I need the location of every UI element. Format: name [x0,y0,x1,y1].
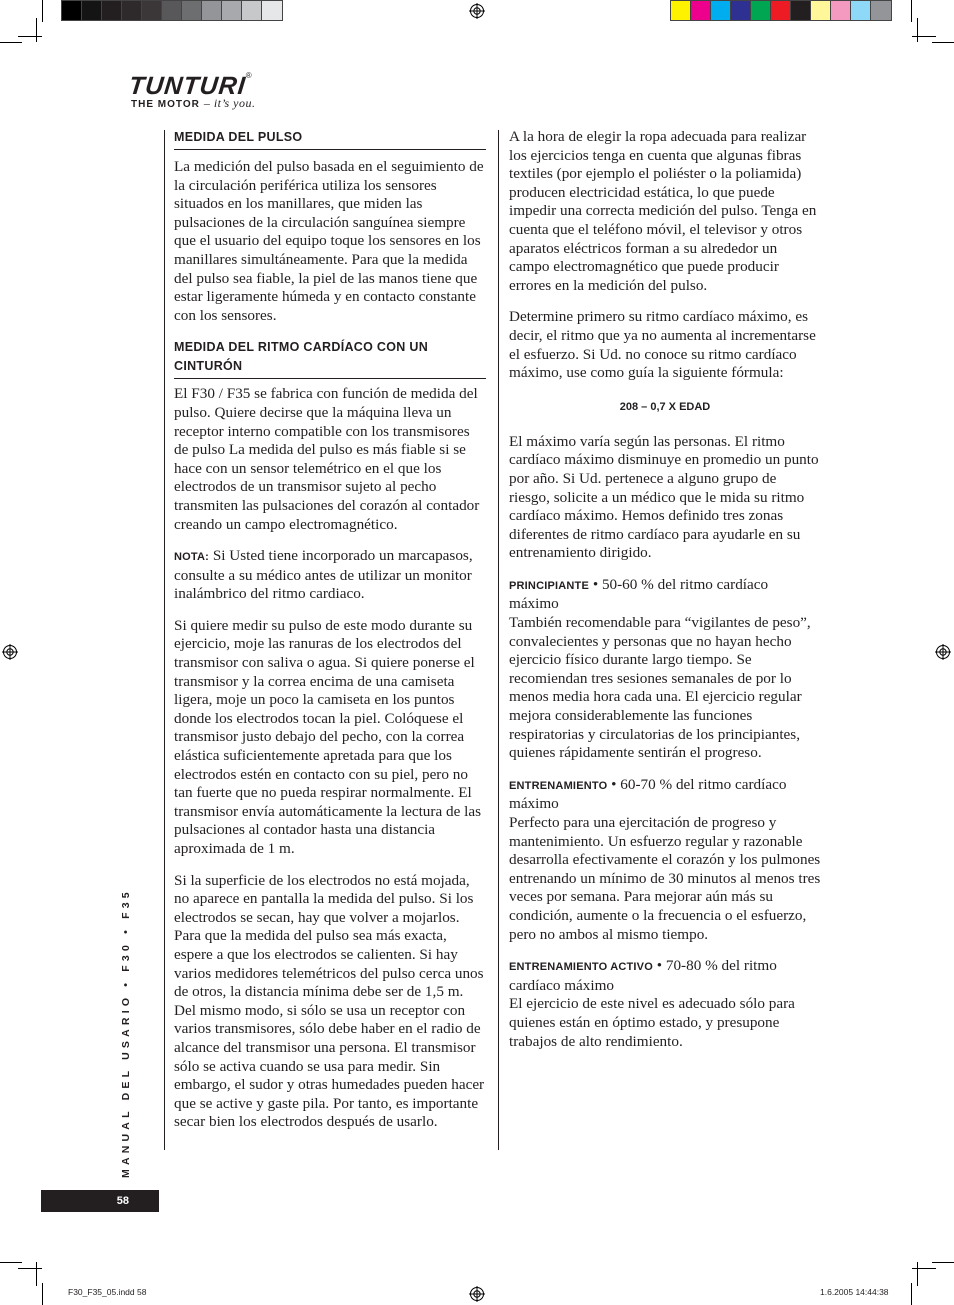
crop-mark [932,42,954,43]
crop-mark [36,1262,37,1286]
column-rule-middle [498,130,499,1150]
side-manual-label: MANUAL DEL USARIO • F30 • F35 [120,888,132,1178]
zone-active-training [509,957,821,1051]
crop-mark [912,1268,936,1269]
color-swatch [82,1,102,20]
heading-pulse-measurement: MEDIDA DEL PULSO [174,128,486,150]
color-swatch [62,1,82,20]
crop-mark [911,0,912,22]
color-swatch [851,1,871,20]
color-swatch [162,1,182,20]
crop-mark [0,42,22,43]
color-swatch [262,1,282,20]
zone-beginner-range: • 50-60 % del ritmo cardíaco máximo [509,575,769,613]
zone-training-text: Perfecto para una ejercitación de progreso y mantenimiento. Un esfuerzo regular y razonable desarrolla efectivamente el corazón y los pulmones entrenando un mínimo de 30 minutos al menos tres veces por semana. Para mejorar aún más su condición, aumente o la frecuencia o el esfuerzo, pero no ambos al mismo tiempo. [509,814,821,943]
color-swatch [811,1,831,20]
logo-wordmark: TUNTURI [127,72,248,100]
process-color-bar [670,0,892,21]
color-swatch [711,1,731,20]
zone-active-training-text: El ejercicio de este nivel es adecuado sólo para quienes están en óptimo estado, y presupone trabajos de alto rendimiento. [509,995,795,1050]
zone-training-label: ENTRENAMIENTO [509,779,608,792]
registration-mark-icon [935,644,951,660]
color-swatch [182,1,202,20]
crop-mark [42,0,43,22]
registration-mark-icon [2,644,18,660]
crop-mark [0,1262,22,1263]
paragraph-max-heart-rate: Determine primero su ritmo cardíaco máximo, es decir, el ritmo que ya no aumenta al incrementarse el esfuerzo. Si Ud. no conoce su ritmo cardíaco máximo, use como guía la siguiente fórmula: [509,308,816,382]
color-swatch [671,1,691,20]
color-swatch [791,1,811,20]
color-swatch [142,1,162,20]
color-swatch [691,1,711,20]
logo-tagline [131,94,255,112]
crop-mark [18,36,42,37]
color-swatch [122,1,142,20]
color-swatch [242,1,262,20]
zone-active-training-label: ENTRENAMIENTO ACTIVO [509,961,653,974]
slug-timestamp: 1.6.2005 14:44:38 [820,1287,889,1297]
registered-mark: ® [245,70,252,80]
zone-active-training-range: • 70-80 % del ritmo cardíaco máximo [509,957,777,994]
grayscale-color-bar [61,0,283,21]
zone-beginner-text: También recomendable para “vigilantes de peso”, convalecientes y personas que no hayan hecho ejercicio físico durante largo tiempo. Se recomiendan tres sesiones semanales de por lo menos media hora cada una. El ejercicio regular mejora considerablemente las funciones respiratorias y circulatorias de los principiantes, quienes rápidamente sentirán el progreso. [509,614,811,762]
logo-tagline-suffix: – it’s you. [203,96,256,110]
paragraph-heart-rate-zones: El máximo varía según las personas. El ritmo cardíaco máximo disminuye en promedio un punto por año. Si Ud. pertenece a alguno grupo de riesgo, solicite a un médico que le mida su ritmo cardíaco máximo. Hemos definido tres zonas diferentes de ritmo cardíaco para ayudarle en su entrenamiento dirigido. [509,432,819,562]
crop-mark [42,1283,43,1305]
zone-beginner-label: PRINCIPIANTE [509,579,590,592]
heading-chest-strap: MEDIDA DEL RITMO CARDÍACO CON UN CINTURÓN [174,338,486,379]
paragraph-electrodes: Si la superficie de los electrodos no está mojada, no aparece en pantalla la medida del pulso. Si los electrodos se secan, hay que volver a mojarlos. Para que la medida del pulso sea más exacta, espere a que los electrodos se calienten. Si hay varios medidores telemétricos del pulso cerca unos de otros, la distancia mínima debe ser de 1,5 m. Del mismo modo, si sólo se usa un receptor con varios transmisores, sólo debe haber en el radio de alcance del transmisor una persona. El transmisor sólo se activa cuando se usa para medir. Sin embargo, el sudor y otras humedades pueden hacer que se active y gaste pila. Por tanto, es importante secar bien los electrodos después de usarlo. [174,871,485,1131]
note-label: NOTA: [174,551,210,564]
zone-training [509,776,821,944]
note-pacemaker [174,547,486,604]
paragraph-transmitter-usage: Si quiere medir su pulso de este modo durante su ejercicio, moje las ranuras de los electrodos del transmisor con saliva o agua. Si quiere ponerse el transmisor y la correa encima de una camiseta ligera, moje un poco la camiseta en los puntos donde los electrodos tocan la piel. Colóquese el transmisor justo debajo del pecho, con la correa elástica suficientemente apretada para que los electrodos estén en contacto con su piel, pero no tan fuerte que no pueda respirar normalmente. El transmisor envía automáticamente la lectura de las pulsaciones al contador hasta una distancia aproximada de 1 m. [174,616,481,857]
zone-training-range: • 60-70 % del ritmo cardíaco máximo [509,775,787,813]
heart-rate-formula: 208 – 0,7 X EDAD [619,400,711,413]
crop-mark [917,1262,918,1286]
color-swatch [771,1,791,20]
left-column [174,128,486,1145]
crop-mark [911,1283,912,1305]
logo-tagline-prefix: THE MOTOR [131,99,200,110]
paragraph-pulse-measurement: La medición del pulso basada en el seguimiento de la circulación periférica utiliza los sensores situados en los manillares, que miden las pulsaciones de la circulación sanguínea siempre que el usuario del equipo toque los sensores en los manillares simultáneamente. Para que la medida del pulso sea fiable, la piel de las manos tiene que estar ligeramente húmeda y en contacto constante con los sensores. [174,158,484,324]
color-swatch [202,1,222,20]
column-rule-left [164,130,165,1150]
page-number: 58 [41,1190,159,1212]
registration-mark-icon [469,1286,485,1302]
note-text: Si Usted tiene incorporado un marcapasos, consulte a su médico antes de utilizar un monitor inalámbrico del ritmo cardiaco. [174,547,473,603]
zone-beginner [509,576,821,763]
color-swatch [731,1,751,20]
color-swatch [222,1,242,20]
color-swatch [102,1,122,20]
color-swatch [751,1,771,20]
registration-mark-icon [469,3,485,19]
paragraph-chest-strap: El F30 / F35 se fabrica con función de medida del pulso. Quiere decirse que la máquina lleva un receptor interno compatible con los transmisores de pulso La medida del pulso es más fiable si se hace con un sensor telemétrico en el que los electrodos de un transmisor sujeto al pecho transmiten las pulsaciones del corazón al contador creando un campo electromagnético. [174,385,480,533]
paragraph-clothing: A la hora de elegir la ropa adecuada para realizar los ejercicios tenga en cuenta que algunas fibras textiles (por ejemplo el poliéster o la poliamida) producen electricidad estática, lo que puede impedir una correcta medición del pulso. Tenga en cuenta que el teléfono móvil, el televisor y otros aparatos eléctricos forman a su alrededor un campo electromagnético que puede producir errores en la medición del pulso. [509,128,817,294]
crop-mark [36,18,37,42]
crop-mark [18,1268,42,1269]
color-swatch [871,1,891,20]
crop-mark [912,36,936,37]
slug-filename: F30_F35_05.indd 58 [68,1287,147,1297]
crop-mark [932,1262,954,1263]
crop-mark [917,18,918,42]
color-swatch [831,1,851,20]
right-column [509,128,821,1064]
